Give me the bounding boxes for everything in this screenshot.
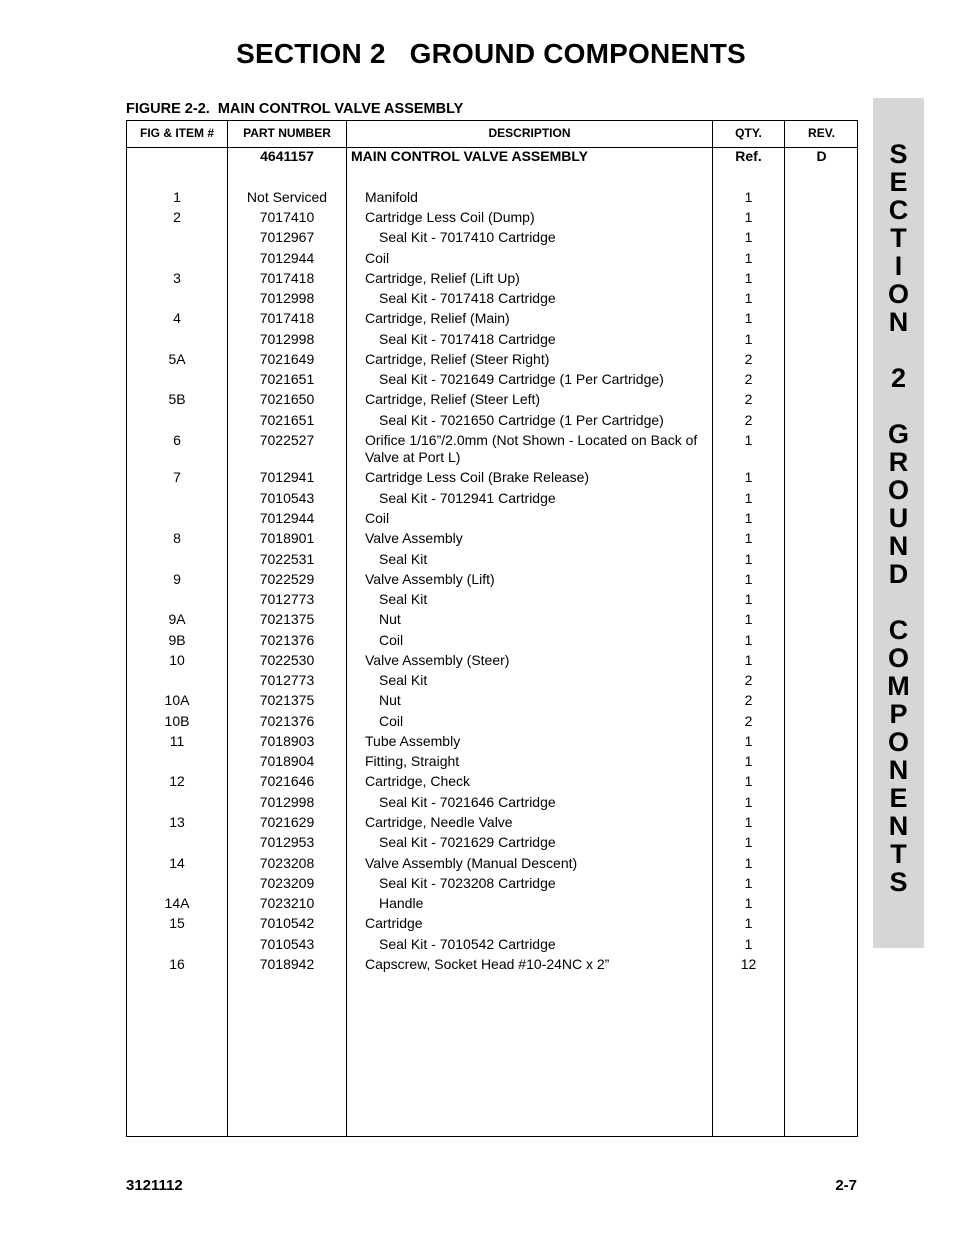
description-line: Fitting, Straight bbox=[365, 753, 460, 769]
quantity: 1 bbox=[744, 209, 753, 225]
header-fig-item: FIG & ITEM # bbox=[139, 126, 214, 140]
part-number: 7021376 bbox=[259, 632, 315, 648]
side-tab-letter: N bbox=[888, 307, 909, 337]
part-number: 7021651 bbox=[259, 371, 315, 387]
part-number: 7018904 bbox=[259, 753, 315, 769]
description-line: Seal Kit - 7021646 Cartridge bbox=[379, 794, 556, 810]
side-tab-letter: O bbox=[887, 727, 909, 757]
description bbox=[379, 936, 703, 953]
quantity: 12 bbox=[740, 956, 757, 972]
description bbox=[365, 469, 703, 486]
part-number: 7010542 bbox=[259, 915, 315, 931]
description-line: Seal Kit - 7012941 Cartridge bbox=[379, 490, 556, 506]
item-number: 15 bbox=[169, 915, 185, 931]
description-line: Cartridge, Relief (Main) bbox=[365, 310, 510, 326]
description bbox=[379, 331, 703, 348]
description-line: Coil bbox=[379, 632, 404, 648]
item-number: 9A bbox=[168, 611, 186, 627]
part-number: Not Serviced bbox=[246, 189, 328, 205]
document-number: 3121112 bbox=[126, 1177, 183, 1194]
quantity: 1 bbox=[744, 652, 753, 668]
part-number: 7022530 bbox=[259, 652, 315, 668]
item-number: 10A bbox=[164, 692, 190, 708]
item-number: 9 bbox=[173, 571, 181, 587]
quantity: 1 bbox=[744, 915, 753, 931]
description-line: Cartridge, Needle Valve bbox=[365, 814, 513, 830]
description-line: Seal Kit bbox=[379, 591, 428, 607]
part-number: 4641157 bbox=[260, 148, 314, 164]
part-number: 7022531 bbox=[259, 551, 315, 567]
description bbox=[365, 432, 703, 466]
description bbox=[379, 551, 703, 568]
description-line: Seal Kit - 7021629 Cartridge bbox=[379, 834, 556, 850]
description bbox=[379, 490, 703, 507]
description-line: Tube Assembly bbox=[365, 733, 461, 749]
description bbox=[365, 189, 703, 206]
side-tab-letter: C bbox=[888, 195, 909, 225]
side-tab-letter: U bbox=[888, 503, 909, 533]
description-line: Cartridge Less Coil (Dump) bbox=[365, 209, 535, 225]
part-number: 7012944 bbox=[259, 510, 315, 526]
quantity: 1 bbox=[744, 290, 753, 306]
side-tab-letter: T bbox=[890, 839, 907, 869]
quantity: 1 bbox=[744, 270, 753, 286]
part-number: 7012998 bbox=[259, 331, 315, 347]
page-number: 2-7 bbox=[835, 1177, 857, 1194]
description bbox=[379, 611, 703, 628]
description bbox=[365, 753, 703, 770]
part-number: 7017418 bbox=[259, 310, 315, 326]
description bbox=[365, 855, 703, 872]
part-number: 7021651 bbox=[259, 412, 315, 428]
quantity: 1 bbox=[744, 591, 753, 607]
quantity: 1 bbox=[744, 834, 753, 850]
item-number: 1 bbox=[173, 189, 181, 205]
description-line: Cartridge Less Coil (Brake Release) bbox=[365, 469, 590, 485]
quantity: 1 bbox=[744, 753, 753, 769]
part-number: 7021649 bbox=[259, 351, 315, 367]
description-line: Coil bbox=[365, 510, 390, 526]
description bbox=[379, 672, 703, 689]
quantity: 1 bbox=[744, 530, 753, 546]
part-number: 7023208 bbox=[259, 855, 315, 871]
item-number: 10B bbox=[164, 713, 190, 729]
description bbox=[379, 632, 703, 649]
side-tab-letter: E bbox=[889, 783, 908, 813]
description bbox=[379, 371, 703, 388]
description bbox=[365, 915, 703, 932]
description-line: Coil bbox=[365, 250, 390, 266]
quantity: 2 bbox=[744, 672, 753, 688]
item-number: 4 bbox=[173, 310, 181, 326]
description-line: Cartridge, Check bbox=[365, 773, 471, 789]
part-number: 7012998 bbox=[259, 794, 315, 810]
description-line: Seal Kit - 7021650 Cartridge (1 Per Cartridge) bbox=[379, 412, 664, 428]
quantity: Ref. bbox=[735, 148, 762, 164]
quantity: 1 bbox=[744, 469, 753, 485]
description bbox=[365, 530, 703, 547]
side-tab-letter: N bbox=[888, 755, 909, 785]
description bbox=[379, 412, 703, 429]
item-number: 14 bbox=[169, 855, 185, 871]
description bbox=[379, 834, 703, 851]
part-number: 7021375 bbox=[259, 692, 315, 708]
description-line: Seal Kit - 7017418 Cartridge bbox=[379, 331, 556, 347]
side-tab-letter: N bbox=[888, 531, 909, 561]
item-number: 3 bbox=[173, 270, 181, 286]
quantity: 1 bbox=[744, 773, 753, 789]
quantity: 1 bbox=[744, 611, 753, 627]
description-line-continued: Valve at Port L) bbox=[365, 449, 461, 465]
quantity: 1 bbox=[744, 331, 753, 347]
description bbox=[365, 956, 703, 973]
item-number: 13 bbox=[169, 814, 185, 830]
description-line: Capscrew, Socket Head #10-24NC x 2” bbox=[365, 956, 610, 972]
header-part-number: PART NUMBER bbox=[243, 126, 331, 140]
quantity: 1 bbox=[744, 432, 753, 448]
description bbox=[365, 733, 703, 750]
description bbox=[379, 290, 703, 307]
part-number: 7010543 bbox=[259, 936, 315, 952]
part-number: 7021629 bbox=[259, 814, 315, 830]
side-tab-letter: O bbox=[887, 475, 909, 505]
quantity: 1 bbox=[744, 250, 753, 266]
side-tab-letter: E bbox=[889, 167, 908, 197]
section-side-tab bbox=[873, 98, 924, 948]
item-number: 9B bbox=[168, 632, 186, 648]
description-line: Seal Kit - 7017410 Cartridge bbox=[379, 229, 556, 245]
part-number: 7010543 bbox=[259, 490, 315, 506]
description-line: Valve Assembly (Lift) bbox=[365, 571, 495, 587]
part-number: 7021375 bbox=[259, 611, 315, 627]
quantity: 2 bbox=[744, 391, 753, 407]
description-line: Handle bbox=[379, 895, 424, 911]
description-line: Seal Kit - 7017418 Cartridge bbox=[379, 290, 556, 306]
side-tab-letter: M bbox=[887, 671, 910, 701]
description-line: Cartridge, Relief (Steer Left) bbox=[365, 391, 541, 407]
item-number: 5B bbox=[168, 391, 186, 407]
part-number: 7017418 bbox=[259, 270, 315, 286]
part-number: 7012941 bbox=[259, 469, 315, 485]
description-line: Cartridge, Relief (Lift Up) bbox=[365, 270, 520, 286]
side-tab-letter: R bbox=[888, 447, 909, 477]
side-tab-letter: D bbox=[888, 559, 909, 589]
part-number: 7012773 bbox=[259, 672, 315, 688]
description bbox=[365, 310, 703, 327]
part-number: 7012944 bbox=[259, 250, 315, 266]
header-description: DESCRIPTION bbox=[488, 126, 571, 140]
side-tab-letter: S bbox=[889, 867, 908, 897]
side-tab-letter: N bbox=[888, 811, 909, 841]
quantity: 2 bbox=[744, 412, 753, 428]
header-qty: QTY. bbox=[735, 126, 762, 140]
quantity: 2 bbox=[744, 692, 753, 708]
quantity: 1 bbox=[744, 855, 753, 871]
item-number: 6 bbox=[173, 432, 181, 448]
part-number: 7018901 bbox=[259, 530, 315, 546]
description bbox=[379, 591, 703, 608]
description bbox=[379, 895, 703, 912]
quantity: 1 bbox=[744, 229, 753, 245]
part-number: 7018903 bbox=[259, 733, 315, 749]
description bbox=[365, 571, 703, 588]
quantity: 1 bbox=[744, 936, 753, 952]
side-tab-letter: P bbox=[889, 699, 908, 729]
item-number: 7 bbox=[173, 469, 181, 485]
side-tab-letter: S bbox=[889, 139, 908, 169]
column-divider bbox=[784, 121, 785, 1136]
quantity: 1 bbox=[744, 875, 753, 891]
description bbox=[365, 351, 703, 368]
quantity: 1 bbox=[744, 551, 753, 567]
item-number: 2 bbox=[173, 209, 181, 225]
side-tab-letter: O bbox=[887, 643, 909, 673]
quantity: 1 bbox=[744, 814, 753, 830]
description bbox=[365, 250, 703, 267]
quantity: 1 bbox=[744, 189, 753, 205]
description-line: MAIN CONTROL VALVE ASSEMBLY bbox=[351, 148, 588, 164]
item-number: 11 bbox=[169, 733, 185, 749]
side-tab-letter: T bbox=[890, 223, 907, 253]
description-line: Valve Assembly (Steer) bbox=[365, 652, 510, 668]
revision: D bbox=[816, 148, 827, 164]
section-title: SECTION 2 GROUND COMPONENTS bbox=[236, 38, 746, 69]
description bbox=[365, 814, 703, 831]
parts-table bbox=[126, 120, 858, 1137]
description-line: Manifold bbox=[365, 189, 418, 205]
part-number: 7021646 bbox=[259, 773, 315, 789]
description bbox=[365, 652, 703, 669]
part-number: 7012998 bbox=[259, 290, 315, 306]
part-number: 7017410 bbox=[259, 209, 315, 225]
part-number: 7021650 bbox=[259, 391, 315, 407]
column-divider bbox=[346, 121, 347, 1136]
description bbox=[351, 148, 703, 165]
side-tab-letter: O bbox=[887, 279, 909, 309]
part-number: 7018942 bbox=[259, 956, 315, 972]
description-line: Valve Assembly bbox=[365, 530, 463, 546]
quantity: 1 bbox=[744, 490, 753, 506]
part-number: 7012953 bbox=[259, 834, 315, 850]
item-number: 12 bbox=[169, 773, 185, 789]
description bbox=[365, 209, 703, 226]
part-number: 7023210 bbox=[259, 895, 315, 911]
description-line: Seal Kit - 7010542 Cartridge bbox=[379, 936, 556, 952]
side-tab-letter: 2 bbox=[890, 363, 907, 393]
part-number: 7022527 bbox=[259, 432, 315, 448]
description-line: Seal Kit bbox=[379, 551, 428, 567]
item-number: 8 bbox=[173, 530, 181, 546]
item-number: 10 bbox=[169, 652, 185, 668]
description-line: Valve Assembly (Manual Descent) bbox=[365, 855, 578, 871]
description bbox=[379, 229, 703, 246]
description-line: Seal Kit - 7021649 Cartridge (1 Per Cartridge) bbox=[379, 371, 664, 387]
header-rev: REV. bbox=[808, 126, 835, 140]
description-line: Coil bbox=[379, 713, 404, 729]
side-tab-letter: I bbox=[894, 251, 903, 281]
quantity: 2 bbox=[744, 371, 753, 387]
quantity: 2 bbox=[744, 351, 753, 367]
figure-title: FIGURE 2-2. MAIN CONTROL VALVE ASSEMBLY bbox=[126, 101, 464, 117]
part-number: 7012967 bbox=[259, 229, 315, 245]
quantity: 1 bbox=[744, 510, 753, 526]
side-tab-letter: G bbox=[887, 419, 909, 449]
description-line: Cartridge, Relief (Steer Right) bbox=[365, 351, 550, 367]
description-line: Nut bbox=[379, 692, 401, 708]
quantity: 1 bbox=[744, 895, 753, 911]
description-line: Seal Kit bbox=[379, 672, 428, 688]
description bbox=[379, 875, 703, 892]
item-number: 5A bbox=[168, 351, 186, 367]
description bbox=[365, 510, 703, 527]
part-number: 7012773 bbox=[259, 591, 315, 607]
quantity: 1 bbox=[744, 571, 753, 587]
side-tab-letter: C bbox=[888, 615, 909, 645]
quantity: 2 bbox=[744, 713, 753, 729]
description bbox=[365, 773, 703, 790]
description bbox=[365, 391, 703, 408]
description bbox=[379, 692, 703, 709]
quantity: 1 bbox=[744, 310, 753, 326]
description bbox=[365, 270, 703, 287]
description-line: Seal Kit - 7023208 Cartridge bbox=[379, 875, 556, 891]
description-line: Cartridge bbox=[365, 915, 423, 931]
part-number: 7022529 bbox=[259, 571, 315, 587]
description bbox=[379, 794, 703, 811]
quantity: 1 bbox=[744, 794, 753, 810]
quantity: 1 bbox=[744, 733, 753, 749]
description-line: Nut bbox=[379, 611, 401, 627]
item-number: 16 bbox=[169, 956, 185, 972]
part-number: 7021376 bbox=[259, 713, 315, 729]
description-line: Orifice 1/16”/2.0mm (Not Shown - Located on Back of bbox=[365, 432, 698, 448]
item-number: 14A bbox=[164, 895, 190, 911]
description bbox=[379, 713, 703, 730]
quantity: 1 bbox=[744, 632, 753, 648]
part-number: 7023209 bbox=[259, 875, 315, 891]
